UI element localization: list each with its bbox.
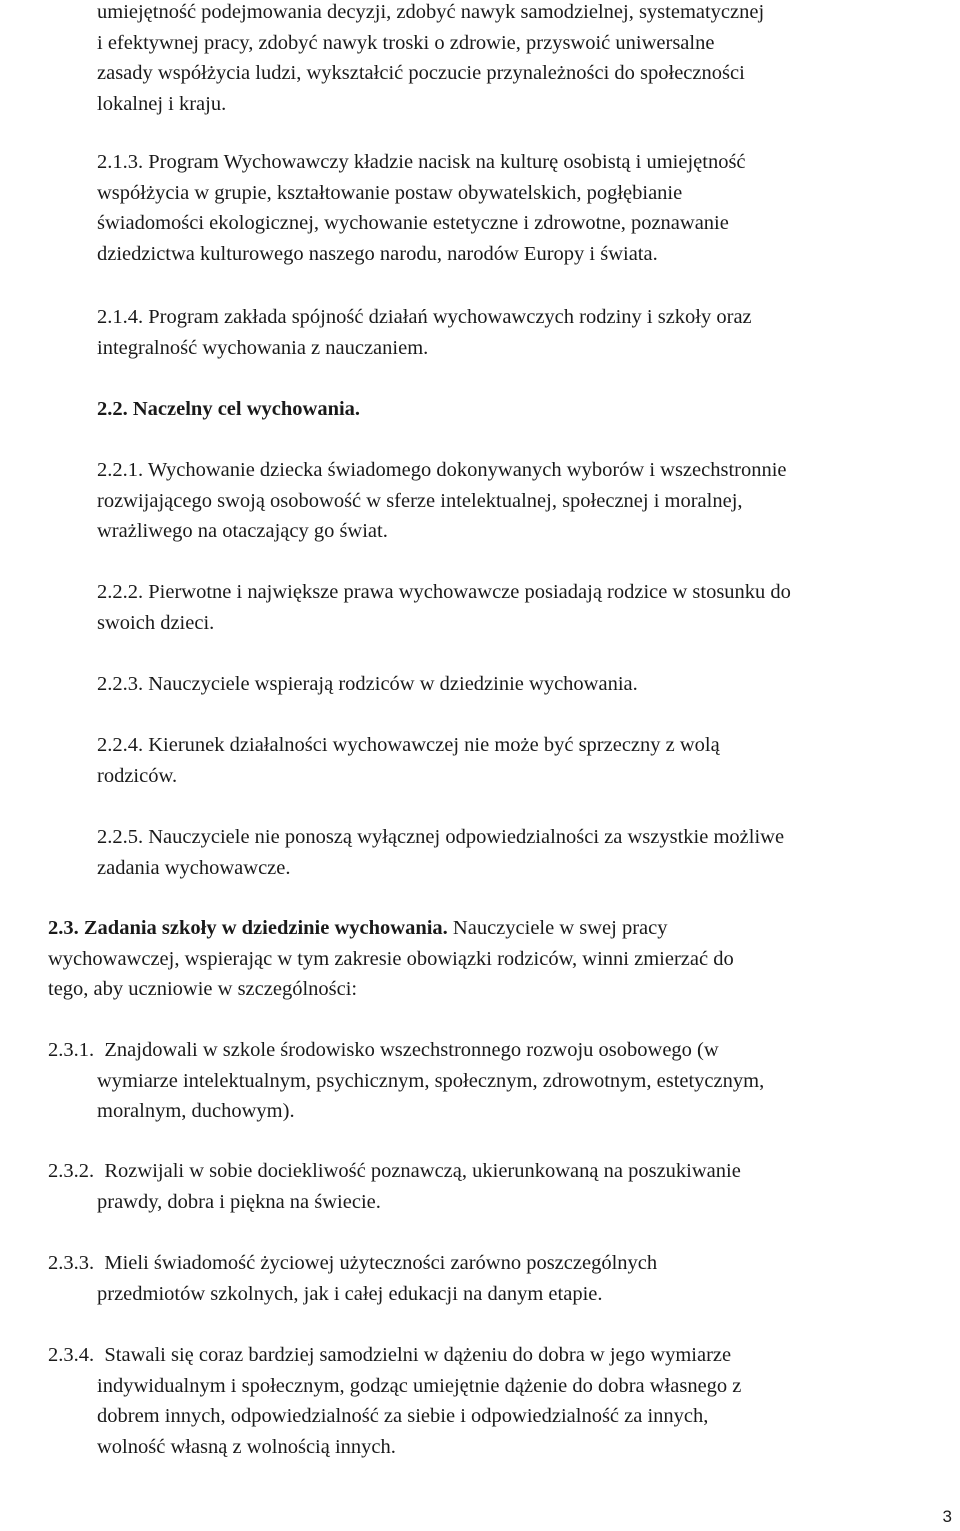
section-line: dziedzictwa kulturowego naszego narodu, narodów Europy i świata. [97,242,658,265]
section-number: 2.3.2. [48,1160,95,1182]
section-line: swoich dzieci. [97,611,215,634]
section-2-1-3 [97,147,959,269]
section-line: indywidualnym i społecznym, godząc umiejętnie dążenie do dobra własnego z [97,1374,742,1397]
section-2-2-3 [97,669,959,700]
section-2-3-2 [48,1156,958,1217]
intro-line: umiejętność podejmowania decyzji, zdobyć nawyk samodzielnej, systematycznej [97,1,765,23]
page-number: 3 [942,1507,952,1526]
section-line: integralność wychowania z nauczaniem. [97,336,429,359]
section-2-3-3 [48,1248,958,1309]
section-line: świadomości ekologicznej, wychowanie estetyczne i zdrowotne, poznawanie [97,212,729,234]
section-2-2-1 [97,455,959,547]
section-first-line: Kierunek działalności wychowawczej nie może być sprzeczny z wolą [148,734,720,756]
section-line: zadania wychowawcze. [97,856,291,879]
intro-line: i efektywnej pracy, zdobyć nawyk troski o zdrowie, przyswoić uniwersalne [97,31,715,54]
section-number: 2.3.4. [48,1344,95,1366]
section-2-3-heading: 2.3. Zadania szkoły w dziedzinie wychowania. [48,917,448,939]
section-line: wrażliwego na otaczający go świat. [97,520,388,542]
section-line: wychowawczej, wspierając w tym zakresie obowiązki rodziców, winni zmierzać do [48,947,734,970]
section-line: przedmiotów szkolnych, jak i całej edukacji na danym etapie. [97,1282,603,1305]
section-first-line: Nauczyciele nie ponoszą wyłącznej odpowiedzialności za wszystkie możliwe [148,826,785,848]
intro-line: lokalnej i kraju. [97,92,227,115]
section-first-line: Wychowanie dziecka świadomego dokonywanych wyborów i wszechstronnie [147,459,787,481]
section-2-2-heading: 2.2. Naczelny cel wychowania. [97,398,361,420]
section-2-3-1 [48,1035,958,1127]
section-first-line: Rozwijali w sobie dociekliwość poznawczą, ukierunkowaną na poszukiwanie [104,1160,741,1182]
section-first-line: Pierwotne i największe prawa wychowawcze posiadają rodzice w stosunku do [148,581,791,603]
section-number: 2.3.3. [48,1252,95,1274]
section-line: prawdy, dobra i piękna na świecie. [97,1190,381,1213]
section-first-line: Nauczyciele w swej pracy [447,917,668,939]
section-2-1-4 [97,302,959,363]
section-line: wolność własną z wolnością innych. [97,1435,396,1458]
section-number: 2.1.4. [97,306,144,328]
section-first-line: Stawali się coraz bardziej samodzielni w dążeniu do dobra w jego wymiarze [104,1344,732,1366]
section-2-2-2 [97,577,959,638]
section-number: 2.1.3. [97,151,144,173]
section-number: 2.2.2. [97,581,144,603]
section-line: moralnym, duchowym). [97,1100,295,1122]
section-line: rodziców. [97,764,178,787]
section-2-3-4 [48,1340,958,1462]
section-first-line: Program zakłada spójność działań wychowawczych rodziny i szkoły oraz [148,306,752,328]
section-line: wymiarze intelektualnym, psychicznym, społecznym, zdrowotnym, estetycznym, [97,1069,765,1092]
section-first-line: Nauczyciele wspierają rodziców w dziedzinie wychowania. [148,673,638,695]
section-first-line: Znajdowali w szkole środowisko wszechstronnego rozwoju osobowego (w [104,1039,719,1061]
section-number: 2.2.3. [97,673,144,695]
section-number: 2.2.5. [97,826,144,848]
section-first-line: Program Wychowawczy kładzie nacisk na kulturę osobistą i umiejętność [148,151,746,173]
section-number: 2.2.4. [97,734,144,756]
intro-line: zasady współżycia ludzi, wykształcić poczucie przynależności do społeczności [97,62,745,84]
section-line: tego, aby uczniowie w szczególności: [48,978,358,1000]
section-line: dobrem innych, odpowiedzialność za siebie i odpowiedzialność za innych, [97,1405,709,1427]
section-2-2-5 [97,822,959,883]
intro-paragraph [97,0,959,119]
section-line: współżycia w grupie, kształtowanie postaw obywatelskich, pogłębianie [97,181,683,204]
section-first-line: Mieli świadomość życiowej użyteczności zarówno poszczególnych [104,1252,658,1274]
section-line: rozwijającego swoją osobowość w sferze intelektualnej, społecznej i moralnej, [97,489,743,512]
section-number: 2.2.1. [97,459,144,481]
section-2-2-4 [97,730,959,791]
section-number: 2.3.1. [48,1039,95,1061]
section-2-3 [48,913,953,1005]
